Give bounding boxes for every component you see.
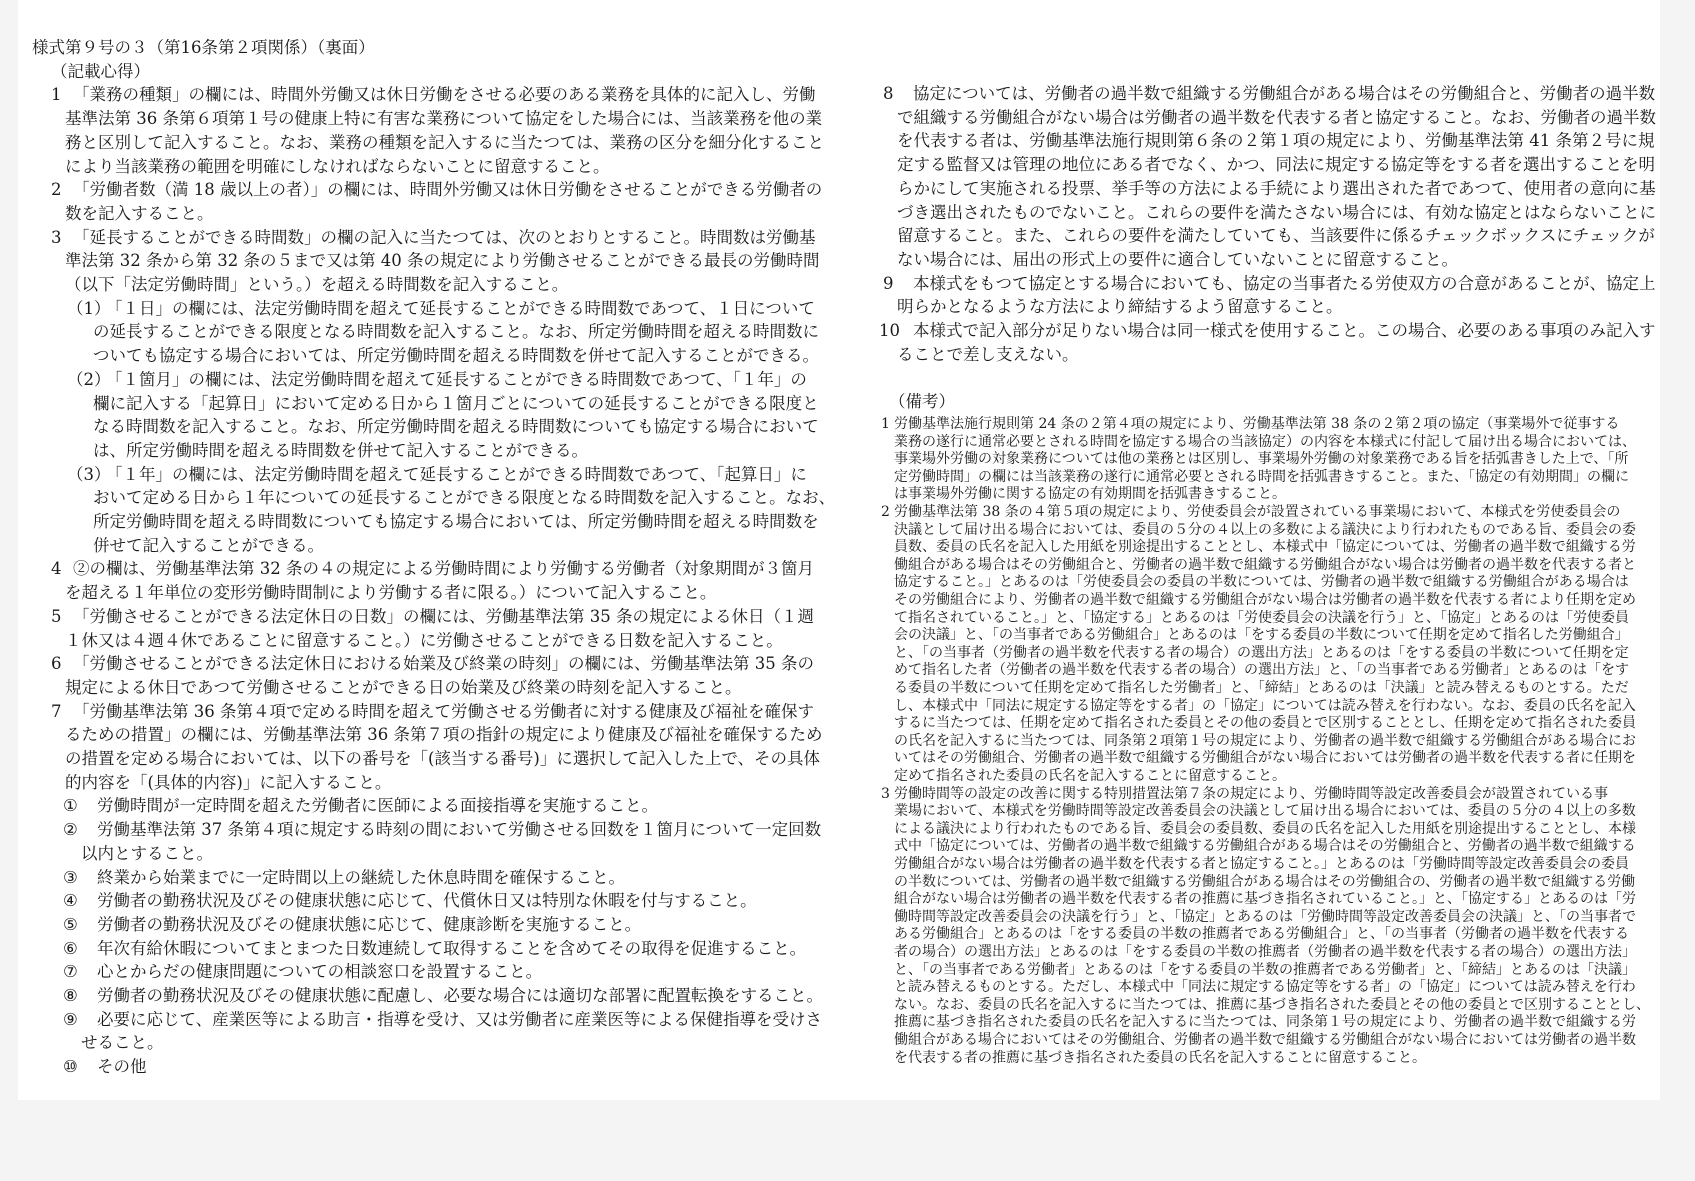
item-text-line: 「１箇月」の欄には、法定労働時間を超えて延長することができる時間数であつて、「１年」の <box>106 369 807 389</box>
item-text-line: その労働組合により、労働者の過半数で組織する労働組合がない場合は労働者の過半数を代表する者により任期を定め <box>894 592 1636 608</box>
item-text-line: 「労働させることができる法定休日における始業及び終業の時刻」の欄には、労働基準法第 35 条の <box>73 654 814 674</box>
section-heading-instructions: （記載心得） <box>51 61 150 81</box>
item-number: 4 <box>51 559 62 579</box>
item-text-line: で組織する労働組合がない場合は労働者の過半数を代表する者と協定すること。なお、労働者の過半数 <box>897 107 1656 127</box>
item-text-line: 労働者の勤務状況及びその健康状態に応じて、健康診断を実施すること。 <box>97 914 642 934</box>
item-number: 1 <box>51 85 62 105</box>
item-text-line: 定する監督又は管理の地位にある者でなく、かつ、同法に規定する協定等をする者を選出することを明 <box>897 155 1656 175</box>
item-text-line: 労働組合がない場合は労働者の過半数を代表する者と協定すること。」とあるのは「労働時間等設定改善委員会の委員 <box>894 856 1629 872</box>
item-text-line: 欄に記入する「起算日」において定める日から１箇月ごとについての延長することができる限度と <box>93 393 819 413</box>
item-text-line: 準法第 32 条から第 32 条の５まで又は第 40 条の規定により労働させることができる最長の労働時間 <box>65 251 820 271</box>
item-text-line: 以内とすること。 <box>81 843 213 863</box>
item-text-line: せること。 <box>81 1033 164 1053</box>
item-number: ④ <box>63 891 78 911</box>
item-text-line: と読み替えるものとする。ただし、本様式中「同法に規定する協定等をする者」の「協定」については読み替えを行わ <box>894 979 1636 996</box>
item-number: ② <box>63 820 78 840</box>
item-text-line: 協定すること。」とあるのは「労使委員会の委員の半数については、労働者の過半数で組織する労働組合がある場合は <box>894 574 1629 591</box>
item-text-line: 規定による休日であつて労働させることができる日の始業及び終業の時刻を記入すること。 <box>65 677 742 697</box>
item-number: ① <box>63 796 78 816</box>
item-text-line: る委員の半数について任期を定めて指名した労働者」と、「締結」とあるのは「決議」と読み替えるものとする。ただ <box>894 680 1629 696</box>
item-text-line: 労働基準法施行規則第 24 条の２第４項の規定により、労働基準法第 38 条の２第２項の協定（事業場外で従事する <box>894 416 1620 432</box>
item-text-line: 「労働させることができる法定休日の日数」の欄には、労働基準法第 35 条の規定による休日（１週 <box>73 606 814 626</box>
item-text-line: ない場合には、届出の形式上の要件に適合していないことに留意すること。 <box>897 249 1458 269</box>
item-text-line: 「延長することができる時間数」の欄の記入に当たつては、次のとおりとすること。時間数は労働基 <box>73 227 816 247</box>
item-text-line: 労働者の勤務状況及びその健康状態に応じて、代償休日又は特別な休暇を付与すること。 <box>97 891 757 911</box>
item-text-line: 「業務の種類」の欄には、時間外労働又は休日労働をさせる必要のある業務を具体的に記入し、労働 <box>73 85 816 105</box>
section-heading-remarks: （備考） <box>889 392 955 411</box>
form-title: 様式第９号の３（第16条第２項関係）（裏面） <box>32 38 375 57</box>
item-number: 2 <box>881 504 890 520</box>
item-text-line: １休又は４週４休であることに留意すること。）に労働させることができる日数を記入すること。 <box>65 630 783 650</box>
item-number: ⑤ <box>63 914 78 934</box>
item-number: ⑧ <box>63 986 78 1005</box>
item-text-line: 「労働基準法第 36 条第４項で定める時間を超えて労働させる労働者に対する健康及び福祉を確保す <box>73 701 814 721</box>
item-text-line: ある労働組合」とあるのは「をする委員の半数の推薦者である労働組合」と、「の当事者（労働者の過半数を代表する <box>894 926 1629 943</box>
item-text-line: らかにして実施される投票、挙手等の方法による手続により選出された者であつて、使用者の意向に基 <box>897 178 1656 198</box>
item-text-line: ることで差し支えない。 <box>897 344 1079 364</box>
item-number: ⑨ <box>63 1009 78 1029</box>
item-text-line: 本様式で記入部分が足りない場合は同一様式を使用すること。この場合、必要のある事項のみ記入す <box>913 321 1656 340</box>
item-text-line: 所定労働時間を超える時間数についても協定する場合においては、所定労働時間を超える時間数を <box>93 512 819 531</box>
item-text-line: 基準法第 36 条第６項第１号の健康上特に有害な業務について協定をした場合には、当該業務を他の業 <box>65 109 823 129</box>
item-number: 7 <box>51 701 62 721</box>
item-number: （2） <box>67 369 111 389</box>
item-text-line: 事業場外労働の対象業務については他の業務とは区別し、事業場外労働の対象業務である旨を括弧書きした上で、「所 <box>894 451 1629 468</box>
item-text-line: 業場において、本様式を労働時間等設定改善委員会の決議として届け出る場合においては、委員の５分の４以上の多数 <box>894 803 1636 820</box>
item-text-line: 員数、委員の氏名を記入した用紙を別途提出することとし、本様式中「協定については、労働者の過半数で組織する労 <box>894 539 1636 556</box>
item-text-line: の措置を定める場合においては、以下の番号を「(該当する番号)」に選択して記入した上で、その具体 <box>65 749 821 768</box>
item-text-line: 的内容を「(具体的内容)」に記入すること。 <box>65 772 392 792</box>
item-text-line: 労働時間が一定時間を超えた労働者に医師による面接指導を実施すること。 <box>97 796 658 816</box>
item-text-line: （以下「法定労働時間」という。）を超える時間数を記入すること。 <box>65 275 569 294</box>
item-text-line: 働組合がある場合においてはその労働組合、労働者の過半数で組織する労働組合がない場合においては労働者の過半数 <box>894 1032 1636 1048</box>
item-text-line: 協定については、労働者の過半数で組織する労働組合がある場合はその労働組合と、労働者の過半数 <box>913 84 1656 103</box>
item-text-line: いてはその労働組合、労働者の過半数で組織する労働組合がない場合においては労働者の過半数を代表する者に任期を <box>894 750 1636 767</box>
item-text-line: 必要に応じて、産業医等による助言・指導を受け、又は労働者に産業医等による保健指導を受けさ <box>97 1009 823 1029</box>
item-text-line: を代表する者の推薦に基づき指名された委員の氏名を記入することに留意すること。 <box>894 1049 1426 1066</box>
item-text-line: なる時間数を記入すること。なお、所定労働時間を超える時間数についても協定する場合において <box>93 417 819 437</box>
item-number: 2 <box>51 180 62 200</box>
item-number: ⑥ <box>63 938 78 958</box>
item-text-line: 本様式をもつて協定とする場合においても、協定の当事者たる労使双方の合意があることが、協定上 <box>913 273 1656 293</box>
item-text-line: 終業から始業までに一定時間以上の継続した休息時間を確保すること。 <box>97 867 625 887</box>
item-text-line: づき選出されたものでないこと。これらの要件を満たさない場合には、有効な協定とはならないことに <box>897 202 1656 222</box>
item-text-line: 年次有給休暇についてまとまつた日数連続して取得することを含めてその取得を促進すること。 <box>97 938 807 958</box>
item-text-line: は事業場外労働に関する協定の有効期間を括弧書きすること。 <box>894 486 1286 503</box>
item-number: ⑩ <box>63 1057 78 1077</box>
item-text-line: は、所定労働時間を超える時間数を併せて記入することができる。 <box>93 440 588 460</box>
item-text-line: と、「の当事者（労働者の過半数を代表する者の場合）の選出方法」とあるのは「をする委員の半数について任期を定 <box>894 644 1629 661</box>
item-number: 1 <box>881 416 890 432</box>
item-text-line: するに当たつては、任期を定めて指名された委員とその他の委員とで区別することとし、任期を定めて指名された委員 <box>894 715 1636 732</box>
item-text-line: ②の欄は、労働基準法第 32 条の４の規定による労働時間により労働する労働者（対象期間が３箇月 <box>73 559 814 579</box>
item-text-line: の延長することができる限度となる時間数を記入すること。なお、所定労働時間を超える時間数に <box>93 322 819 342</box>
item-text-line: 「１年」の欄には、法定労働時間を超えて延長することができる時間数であつて、「起算日」に <box>106 464 807 484</box>
item-text-line: し、本様式中「同法に規定する協定等をする者」の「協定」については読み替えを行わない。なお、委員の氏名を記入 <box>894 697 1636 714</box>
item-text-line: 働時間等設定改善委員会の決議を行う」と、「協定」とあるのは「労働時間等設定改善委員会の決議」と、「の当事者で <box>894 908 1636 925</box>
item-text-line: 労働基準法第 38 条の４第５項の規定により、労使委員会が設置されている事業場において、本様式を労使委員会の <box>894 504 1621 520</box>
item-text-line: の氏名を記入するに当たつては、同条第２項第１号の規定により、労働者の過半数で組織する労働組合がある場合にお <box>894 732 1636 749</box>
item-text-line: 式中「協定については、労働者の過半数で組織する労働組合がある場合はその労働組合と、労働者の過半数で組織する <box>894 838 1636 855</box>
item-text-line: 定めて指名された委員の氏名を記入することに留意すること。 <box>894 768 1286 784</box>
item-text-line: 労働時間等の設定の改善に関する特別措置法第７条の規定により、労働時間等設定改善委員会が設置されている事 <box>894 785 1608 802</box>
item-number: 3 <box>51 227 62 247</box>
item-text-line: 心とからだの健康問題についての相談窓口を設置すること。 <box>97 962 543 982</box>
item-text-line: 組合がない場合は労働者の過半数を代表する者の推薦に基づき指名されていること。」と、「協定する」とあるのは「労 <box>894 891 1636 908</box>
item-text-line: るための措置」の欄には、労働基準法第 36 条第７項の指針の規定により健康及び福祉を確保するため <box>65 725 823 745</box>
item-text-line: 働組合がある場合はその労働組合と、労働者の過半数で組織する労働組合がない場合は労働者の過半数を代表する者と <box>894 556 1636 573</box>
item-text-line: 決議として届け出る場合においては、委員の５分の４以上の多数による議決により行われたものである旨、委員会の委 <box>894 521 1636 538</box>
item-text-line: 留意すること。また、これらの要件を満たしていても、当該要件に係るチェックボックスにチェックが <box>897 226 1655 246</box>
item-number: 10 <box>879 321 900 340</box>
item-number: 3 <box>881 785 890 802</box>
item-number: ③ <box>63 867 78 887</box>
item-text-line: 推薦に基づき指名された委員の氏名を記入するに当たつては、同条第１号の規定により、労働者の過半数で組織する労 <box>894 1014 1636 1031</box>
item-text-line: 併せて記入することができる。 <box>93 535 324 555</box>
item-text-line: その他 <box>97 1057 147 1077</box>
item-text-line: 労働基準法第 37 条第４項に規定する時刻の間において労働させる回数を１箇月について一定回数 <box>97 820 822 840</box>
item-text-line: ついても協定する場合においては、所定労働時間を超える時間数を併せて記入することができる。 <box>93 346 819 366</box>
item-text-line: めて指名した者（労働者の過半数を代表する者の場合）の選出方法」と、「の当事者である労働者」とあるのは「をす <box>894 662 1629 679</box>
item-text-line: により当該業務の範囲を明確にしなければならないことに留意すること。 <box>65 156 610 176</box>
item-text-line: 業務の遂行に通常必要とされる時間を協定する場合の当該協定）の内容を本様式に付記して届け出る場合においては、 <box>894 433 1636 450</box>
item-text-line: を代表する者は、労働基準法施行規則第６条の２第１項の規定により、労働基準法第 41 条第２号に規 <box>897 131 1655 151</box>
item-text-line: て指名されていること。」と、「協定する」とあるのは「労使委員会の決議を行う」と、「協定」とあるのは「労使委員 <box>894 609 1629 626</box>
item-number: 8 <box>883 84 894 103</box>
item-number: 5 <box>51 606 62 626</box>
item-text-line: 務と区別して記入すること。なお、業務の種類を記入するに当たつては、業務の区分を細分化すること <box>65 132 824 152</box>
item-text-line: 会の決議」と、「の当事者である労働組合」とあるのは「をする委員の半数について任期を定めて指名した労働組合」 <box>894 627 1629 644</box>
item-text-line: 数を記入すること。 <box>65 203 214 223</box>
item-text-line: 「１日」の欄には、法定労働時間を超えて延長することができる時間数であつて、１日について <box>106 298 815 318</box>
item-number: （1） <box>67 298 111 318</box>
item-number: 6 <box>51 654 62 674</box>
item-number: （3） <box>67 464 111 484</box>
item-text-line: 明らかとなるような方法により締結するよう留意すること。 <box>897 297 1343 317</box>
item-text-line: と、「の当事者である労働者」とあるのは「をする委員の半数の推薦者である労働者」と、「締結」とあるのは「決議」 <box>894 961 1636 978</box>
item-text-line: 労働者の勤務状況及びその健康状態に配慮し、必要な場合には適切な部署に配置転換をすること。 <box>97 986 823 1005</box>
item-text-line: を超える１年単位の変形労働時間制により労働する者に限る。）について記入すること。 <box>65 583 717 603</box>
item-number: 9 <box>883 273 894 293</box>
item-text-line: による議決により行われたものである旨、委員会の委員数、委員の氏名を記入した用紙を別途提出することとし、本様 <box>894 820 1636 837</box>
item-text-line: 「労働者数（満 18 歳以上の者）」の欄には、時間外労働又は休日労働をさせることができる労働者の <box>73 180 823 200</box>
item-text-line: 定労働時間」の欄には当該業務の遂行に通常必要とされる時間を括弧書きすること。また、「協定の有効期間」の欄に <box>894 468 1629 485</box>
item-number: ⑦ <box>63 962 78 982</box>
item-text-line: ない。なお、委員の氏名を記入するに当たつては、推薦に基づき指名された委員とその他の委員とで区別することとし、 <box>894 996 1650 1013</box>
item-text-line: 者の場合）の選出方法」とあるのは「をする委員の半数の推薦者（労働者の過半数を代表する者の場合）の選出方法」 <box>894 944 1636 960</box>
item-text-line: おいて定める日から１年についての延長することができる限度となる時間数を記入すること。なお、 <box>93 488 836 508</box>
item-text-line: の半数については、労働者の過半数で組織する労働組合がある場合はその労働組合の、労働者の過半数で組織する労働 <box>894 873 1636 890</box>
